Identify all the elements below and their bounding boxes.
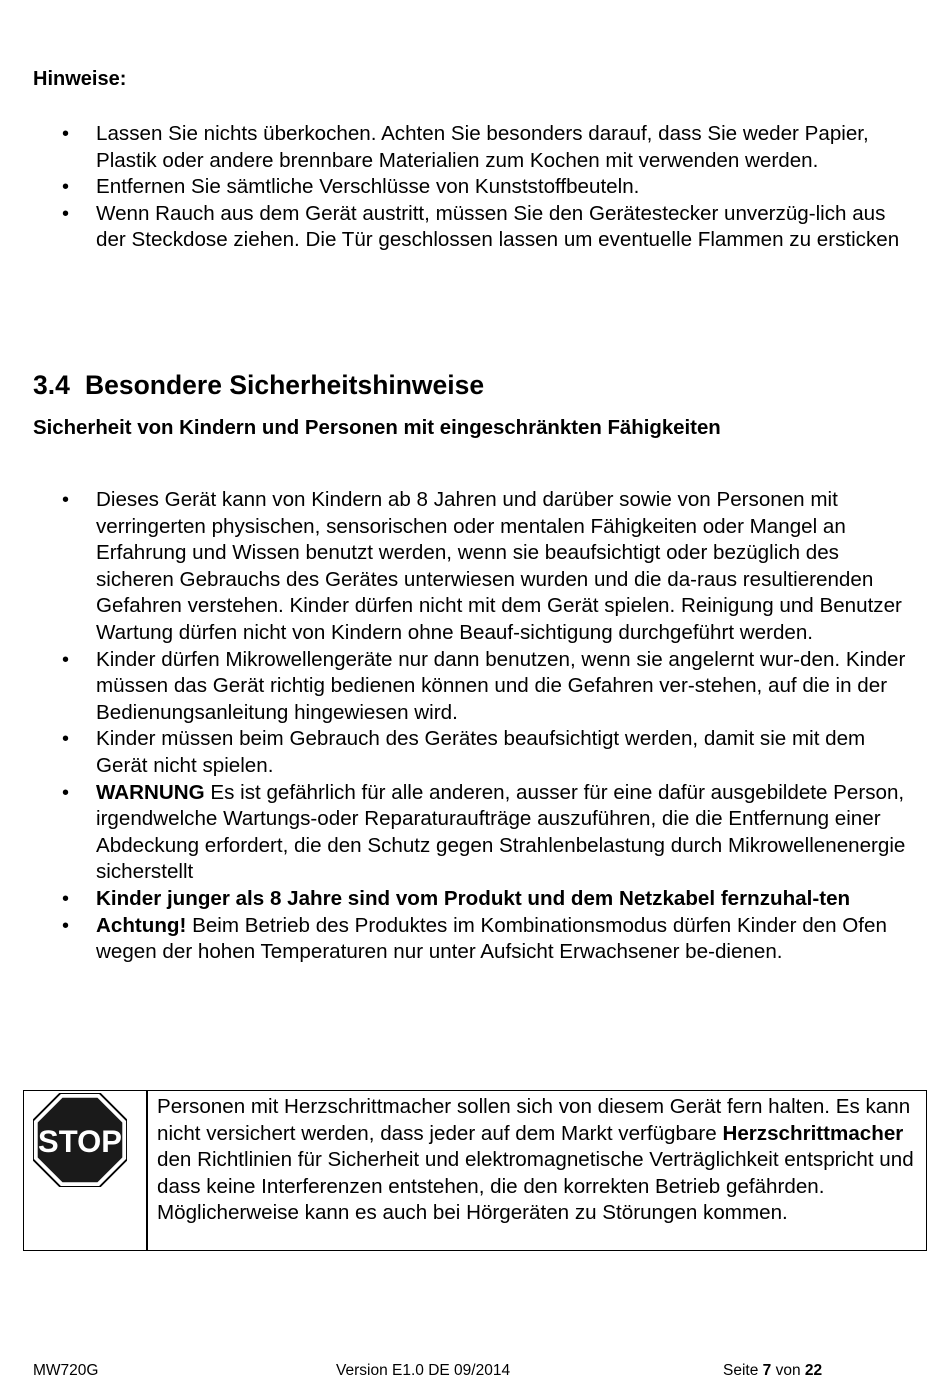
section-heading: [33, 370, 484, 401]
list-item: [0, 487, 906, 647]
stop-sign-text: STOP: [38, 1124, 122, 1160]
list-item: [0, 886, 906, 913]
list-item: [0, 726, 906, 779]
section-title: Besondere Sicherheitshinweise: [85, 370, 485, 400]
hints-list: [0, 121, 906, 254]
notice-text-pre: Personen mit Herzschrittmacher sollen sich von diesem Gerät fern halten. Es kann nicht versichert werden, dass jeder auf dem Markt verfügbare: [157, 1095, 911, 1145]
notice-text: [157, 1094, 923, 1227]
notice-text-post: den Richtlinien für Sicherheit und elektromagnetische Verträglichkeit entspricht und dass keine Interferenzen entstehen, die den korrekten Betrieb gefährden. Möglicherweise kann es auch bei Hörgeräten zu Störungen kommen.: [157, 1148, 914, 1225]
list-item: [0, 174, 906, 201]
page-prefix: Seite: [723, 1362, 763, 1379]
page-total: 22: [804, 1362, 823, 1379]
item-bold: Kinder junger als 8 Jahre sind vom Produkt und dem Netzkabel fernzuhal-ten: [96, 886, 851, 910]
bullet-icon: •: [62, 202, 70, 225]
footer-version: Version E1.0 DE 09/2014: [336, 1362, 511, 1379]
list-item: [0, 647, 906, 727]
item-text: Wenn Rauch aus dem Gerät austritt, müssen Sie den Gerätestecker unverzüg-lich aus der Steckdose ziehen. Die Tür geschlossen lassen um eventuelle Flammen zu ersticken: [96, 201, 900, 252]
safety-list: [0, 487, 906, 966]
page-current: 7: [762, 1362, 772, 1379]
hints-heading: Hinweise:: [33, 68, 127, 90]
bullet-icon: •: [62, 176, 70, 199]
list-item: [0, 913, 906, 966]
list-item: [0, 201, 906, 254]
bullet-icon: •: [62, 914, 70, 937]
list-item: [0, 121, 906, 174]
item-text: Entfernen Sie sämtliche Verschlüsse von Kunststoffbeuteln.: [96, 175, 640, 199]
section-subtitle: Sicherheit von Kindern und Personen mit eingeschränkten Fähigkeiten: [33, 417, 721, 439]
list-item: [0, 780, 906, 886]
item-text: Lassen Sie nichts überkochen. Achten Sie besonders darauf, dass Sie weder Papier, Plastik oder andere brennbare Materialien zum Kochen mit verwenden werden.: [96, 122, 869, 172]
page-middle: von: [771, 1362, 805, 1379]
item-text: Beim Betrieb des Produktes im Kombinationsmodus dürfen Kinder den Ofen wegen der hohen Temperaturen nur unter Aufsicht Erwachsener be-dienen.: [96, 913, 887, 964]
footer-page: [723, 1362, 822, 1380]
stop-sign-icon: [33, 1093, 127, 1187]
item-text: Kinder müssen beim Gebrauch des Gerätes beaufsichtigt werden, damit sie mit dem Gerät nicht spielen.: [96, 727, 866, 777]
section-number: 3.4: [33, 370, 70, 400]
item-text: Kinder dürfen Mikrowellengeräte nur dann benutzen, wenn sie angelernt wur-den. Kinder müssen das Gerät richtig bedienen können und die Gefahren ver-stehen, auf die in der Bedienungsanleitung hingewiesen wird.: [96, 647, 906, 724]
item-bold: Achtung!: [96, 913, 187, 937]
box-divider: [146, 1091, 148, 1250]
pacemaker-notice: [23, 1090, 927, 1251]
bullet-icon: •: [62, 123, 70, 145]
item-text: Es ist gefährlich für alle anderen, ausser für eine dafür ausgebildete Person, irgendwelche Wartungs-oder Reparaturaufträge auszuführen, die die Entfernung einer Abdeckung erfordert, die den Schutz gegen Strahlenbelastung durch Mikrowellenenergie sicherstellt: [96, 780, 906, 884]
bullet-icon: •: [62, 489, 70, 511]
bullet-icon: •: [62, 781, 70, 804]
footer-model: MW720G: [33, 1362, 99, 1379]
bullet-icon: •: [62, 887, 70, 910]
notice-text-bold: Herzschrittmacher: [722, 1121, 904, 1145]
item-bold: WARNUNG: [96, 780, 205, 804]
bullet-icon: •: [62, 728, 70, 751]
item-text: Dieses Gerät kann von Kindern ab 8 Jahren und darüber sowie von Personen mit verringerten physischen, sensorischen oder mentalen Fähigkeiten oder Mangel an Erfahrung und Wissen benutzt werden, wenn sie beaufsichtigt oder bezüglich des sicheren Gebrauchs des Gerätes unterwiesen wurden und die da-raus resultierenden Gefahren verstehen. Kinder dürfen nicht mit dem Gerät spielen. Reinigung und Benutzer Wartung dürfen nicht von Kindern ohne Beauf-sichtigung durchgeführt werden.: [96, 488, 902, 644]
bullet-icon: •: [62, 648, 70, 671]
